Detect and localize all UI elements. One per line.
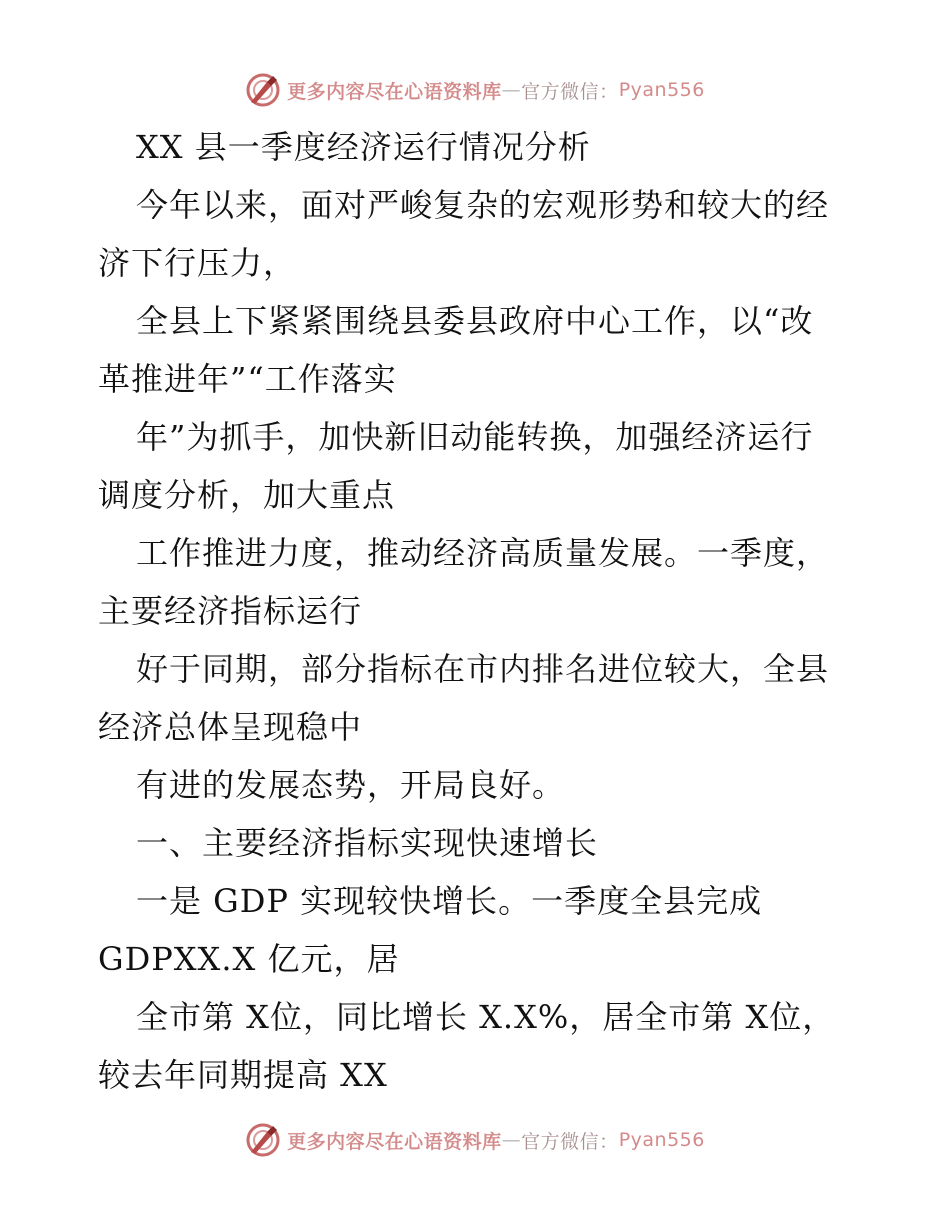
doc-line: 年”为抓手，加快新旧动能转换，加强经济运行: [136, 418, 814, 456]
pen-logo-icon: [245, 72, 281, 108]
doc-line: GDPXX.X 亿元，居: [98, 940, 400, 978]
doc-line: 全市第 X位，同比增长 X.X%，居全市第 X位，: [136, 998, 836, 1036]
doc-line: 全县上下紧紧围绕县委县政府中心工作，以“改: [136, 302, 814, 340]
doc-line: 济下行压力，: [98, 244, 297, 282]
doc-line: 革推进年”“工作落实: [98, 360, 397, 398]
doc-line: 调度分析，加大重点: [98, 476, 396, 514]
watermark-id: Pyan556: [618, 1129, 705, 1151]
doc-line: 有进的发展态势，开局良好。: [136, 766, 566, 804]
doc-line: 一是 GDP 实现较快增长。一季度全县完成: [136, 882, 763, 920]
watermark-contact: 官方微信：: [521, 80, 619, 103]
document-body: [98, 118, 858, 1104]
watermark-footer: [0, 1120, 950, 1160]
doc-line: XX 县一季度经济运行情况分析: [136, 128, 591, 166]
watermark-text: 更多内容尽在心语资料库: [287, 1130, 502, 1153]
doc-line: 主要经济指标运行: [98, 592, 363, 630]
watermark-contact: 官方微信：: [521, 1130, 619, 1153]
watermark-id: Pyan556: [618, 79, 705, 101]
watermark-dash: —: [501, 1129, 522, 1151]
doc-line: 经济总体呈现稳中: [98, 708, 363, 746]
doc-line: 工作推进力度，推动经济高质量发展。一季度，: [136, 534, 830, 572]
doc-line: 好于同期，部分指标在市内排名进位较大，全县: [136, 650, 830, 688]
doc-line: 较去年同期提高 XX: [98, 1056, 388, 1094]
doc-line: 今年以来，面对严峻复杂的宏观形势和较大的经: [136, 186, 830, 224]
watermark-dash: —: [501, 79, 522, 101]
watermark-text: 更多内容尽在心语资料库: [287, 80, 502, 103]
pen-logo-icon: [245, 1122, 281, 1158]
watermark-header: [0, 70, 950, 110]
section-heading: 一、主要经济指标实现快速增长: [136, 824, 599, 862]
